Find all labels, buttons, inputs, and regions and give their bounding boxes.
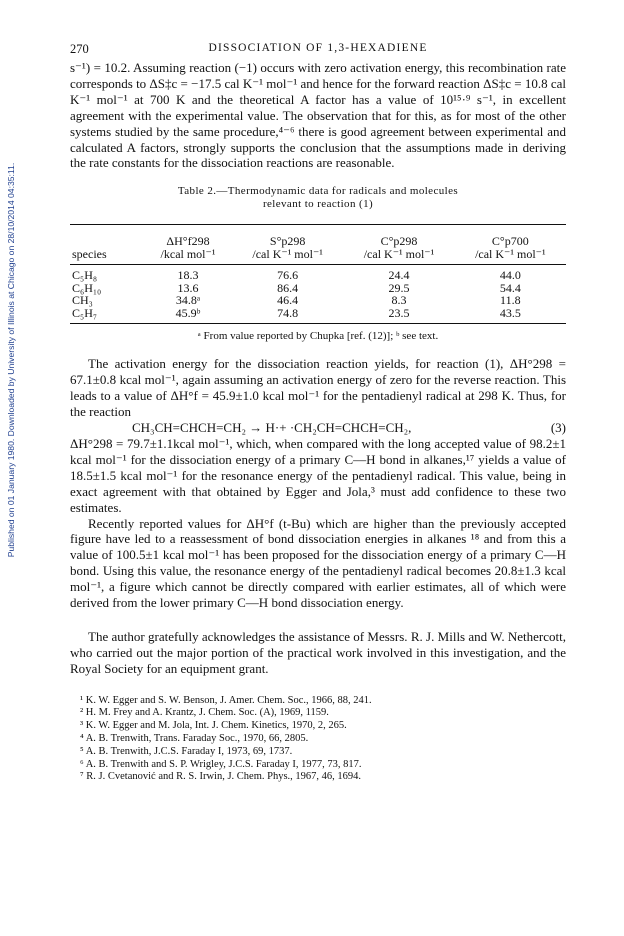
species-cell: C₅H₈ bbox=[72, 268, 98, 283]
value-cell: 46.4 bbox=[277, 293, 299, 308]
page bbox=[70, 40, 566, 784]
thermo-table bbox=[70, 224, 566, 324]
value-cell: 74.8 bbox=[232, 307, 343, 324]
value-cell: 11.8 bbox=[500, 293, 521, 308]
equation-text: CH₃CH=CHCH=CH₂ → H·+ ·CH₂CH=CHCH=CH₂, bbox=[132, 419, 412, 435]
col-symbol-2: C°p298 bbox=[343, 225, 454, 248]
value-cell: 43.5 bbox=[455, 307, 566, 324]
table-caption bbox=[70, 185, 566, 211]
value-cell: 29.5 bbox=[388, 280, 410, 295]
value-cell: 54.4 bbox=[499, 280, 521, 295]
value-cell: 86.4 bbox=[277, 280, 299, 295]
value-cell: 18.3 bbox=[177, 268, 199, 283]
reference-item: ³ K. W. Egger and M. Jola, Int. J. Chem. Kinetics, 1970, 2, 265. bbox=[80, 720, 347, 732]
download-notice bbox=[4, 40, 18, 680]
col-unit-0: /kcal mol⁻¹ bbox=[144, 248, 232, 265]
species-cell: C₅H₇ bbox=[70, 307, 144, 324]
page-header bbox=[70, 40, 566, 60]
paragraph-3: ΔH°298 = 79.7±1.1kcal mol⁻¹, which, when compared with the long accepted value of 98.2±1 kcal mol⁻¹ for the dissociation energy of a primary C—H bond in alkanes,¹⁷ yields a value of 18.5±1.5 kcal mol⁻¹ for the resonance energy of the pentadienyl radical. This value, being in exact agreement with that obtained by Egger and Jola,³ must add confidence to these two estimates. bbox=[70, 435, 566, 515]
value-cell: 23.5 bbox=[343, 307, 454, 324]
running-title: DISSOCIATION OF 1,3-HEXADIENE bbox=[208, 42, 428, 54]
table-row bbox=[70, 307, 566, 324]
table-caption-line1: —Thermodynamic data for radicals and molecules bbox=[216, 185, 459, 198]
reference-item: ⁴ A. B. Trenwith, Trans. Faraday Soc., 1970, 66, 2805. bbox=[80, 733, 309, 745]
table-footnote: ᵃ From value reported by Chupka [ref. (12)]; ᵇ see text. bbox=[197, 330, 439, 343]
col-symbol-1: S°p298 bbox=[232, 225, 343, 248]
paragraph-4: Recently reported values for ΔH°f (t-Bu) which are higher than the previously accepted figure have led to a reassessment of bond dissociation energies in alkanes ¹⁸ and from this a value of 100.5±1 kcal mol⁻¹ has been proposed for the dissociation energy of a primary C—H bond. Using this value, the resonance energy of the pentadienyl radical becomes 20.8±1.3 kcal mol⁻¹, a figure which cannot be directly compared with earlier estimates, all of which were derived from the lower primary C—H bond dissociation energy. bbox=[70, 515, 566, 611]
table-caption-line2: relevant to reaction (1) bbox=[262, 198, 374, 211]
col-unit-3: /cal K⁻¹ mol⁻¹ bbox=[455, 248, 566, 265]
table-header-symbols bbox=[70, 225, 566, 248]
col-symbol-0: ΔH°f298 bbox=[144, 225, 232, 248]
species-cell: CH₃ bbox=[72, 293, 93, 308]
table-header-units bbox=[70, 248, 566, 265]
reference-list bbox=[70, 695, 566, 785]
value-cell: 45.9ᵇ bbox=[144, 307, 232, 324]
table-caption-label: Table 2. bbox=[177, 185, 217, 198]
reference-item: ² H. M. Frey and A. Krantz, J. Chem. Soc. (A), 1969, 1159. bbox=[80, 707, 329, 719]
reference-item: ⁶ A. B. Trenwith and S. P. Wrigley, J.C.S. Faraday I, 1977, 73, 817. bbox=[80, 758, 362, 770]
value-cell: 8.3 bbox=[391, 293, 407, 308]
acknowledgement: The author gratefully acknowledges the assistance of Messrs. R. J. Mills and W. Nethercott, who carried out the major portion of the practical work involved in this investigation, and the Royal Society for an equipment grant. bbox=[70, 628, 566, 676]
download-notice-text: Published on 01 January 1980. Downloaded by University of Illinois at Chicago on 28/10/2014 04:35:11. bbox=[6, 162, 16, 558]
species-cell: C₆H₁₀ bbox=[72, 280, 102, 295]
col-unit-2: /cal K⁻¹ mol⁻¹ bbox=[343, 248, 454, 265]
equation-number: (3) bbox=[550, 419, 566, 435]
value-cell: 44.0 bbox=[499, 268, 521, 283]
table-row bbox=[70, 265, 566, 282]
value-cell: 34.8ᵃ bbox=[175, 293, 201, 308]
value-cell: 76.6 bbox=[277, 268, 299, 283]
col-symbol-3: C°p700 bbox=[455, 225, 566, 248]
value-cell: 13.6 bbox=[177, 280, 199, 295]
paragraph-1: s⁻¹) = 10.2. Assuming reaction (−1) occurs with zero activation energy, this recombination rate corresponds to ΔS‡c = −17.5 cal K⁻¹ mol⁻¹ and hence for the forward reaction ΔS‡c = 10.8 cal K⁻¹ mol⁻¹ at 700 K and the theoretical A factor has a value of 10¹⁵·⁹ s⁻¹, in excellent agreement with the experimental value. The observation that for this, as for most of the other systems studied by the same procedure,⁴⁻⁶ there is good agreement between experimental and calculated A factors, strongly supports the conclusion that the assumptions made in deriving the rate constants for the dissociation reactions are reasonable. bbox=[70, 60, 566, 171]
value-cell: 24.4 bbox=[388, 268, 410, 283]
paragraph-2: The activation energy for the dissociation reaction yields, for reaction (1), ΔH°298 = 67.1±0.8 kcal mol⁻¹, again assuming an activation energy of zero for the reverse reaction. This leads to a value of ΔH°f = 45.9±1.0 kcal mol⁻¹ for the pentadienyl radical at 298 K. Thus, for the reaction bbox=[70, 356, 566, 420]
reference-item: ¹ K. W. Egger and S. W. Benson, J. Amer. Chem. Soc., 1966, 88, 241. bbox=[80, 694, 372, 706]
table-row bbox=[70, 294, 566, 307]
page-number: 270 bbox=[70, 42, 89, 56]
table-row bbox=[70, 282, 566, 295]
species-header: species bbox=[70, 248, 144, 265]
reference-item: ⁷ R. J. Cvetanović and R. S. Irwin, J. Chem. Phys., 1967, 46, 1694. bbox=[80, 771, 362, 783]
equation-3 bbox=[70, 420, 566, 436]
col-unit-1: /cal K⁻¹ mol⁻¹ bbox=[232, 248, 343, 265]
reference-item: ⁵ A. B. Trenwith, J.C.S. Faraday I, 1973, 69, 1737. bbox=[80, 745, 293, 757]
